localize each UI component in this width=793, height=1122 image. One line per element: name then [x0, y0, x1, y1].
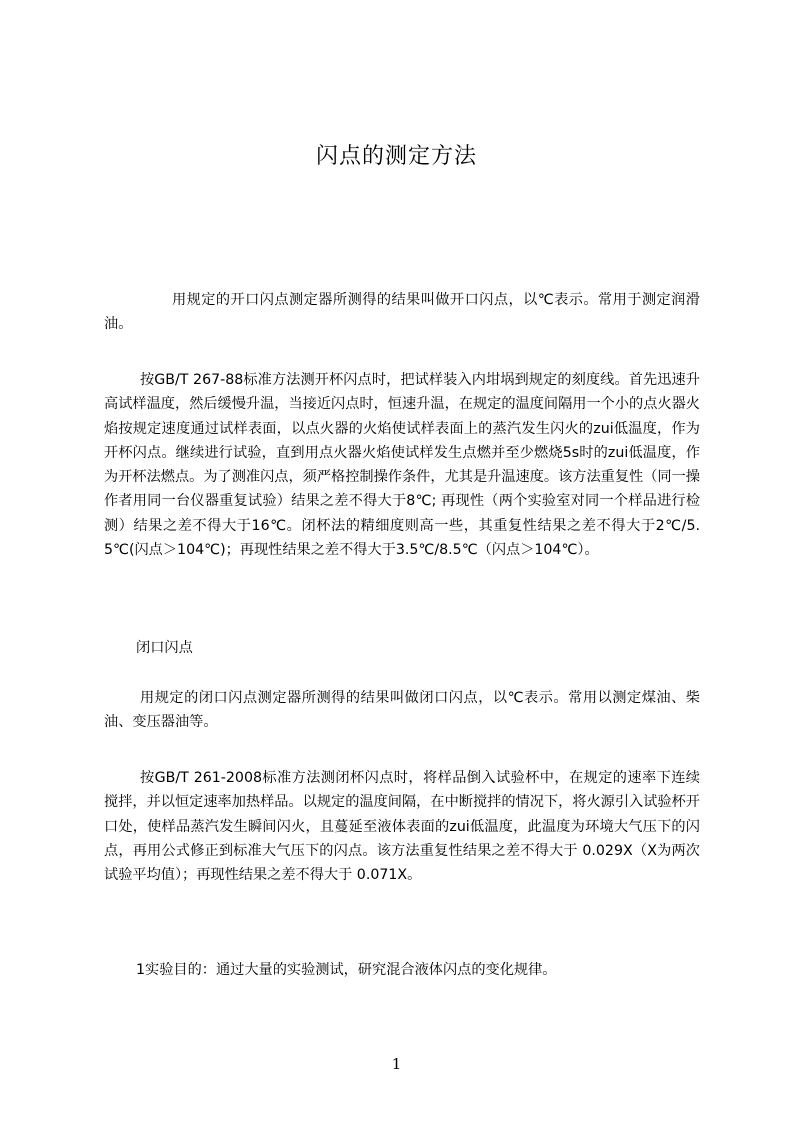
- paragraph-closed-cup-method: 按GB/T 261-2008标准方法测闭杯闪点时，将样品倒入试验杯中，在规定的速率下连续搅拌，并以恒定速率加热样品。以规定的温度间隔，在中断搅拌的情况下，将火源引入试验杯开口处，使样品蒸汽发生瞬间闪火，且蔓延至液体表面的zui低温度，此温度为环境大气压下的闪点，再用公式修正到标准大气压下的闪点。该方法重复性结果之差不得大于 0.029X（X为两次试验平均值）；再现性结果之差不得大于 0.071X。: [104, 770, 700, 884]
- paragraph-open-cup-definition: 用规定的开口闪点测定器所测得的结果叫做开口闪点，以℃表示。常用于测定润滑油。: [104, 292, 700, 333]
- section-heading-closed-cup: 闭口闪点: [136, 640, 193, 656]
- paragraph-experiment-purpose: 1实验目的：通过大量的实验测试，研究混合液体闪点的变化规律。: [136, 962, 557, 978]
- paragraph-closed-cup-definition: 用规定的闭口闪点测定器所测得的结果叫做闭口闪点，以℃表示。常用以测定煤油、柴油、变压器油等。: [104, 690, 700, 731]
- page-title: 闪点的测定方法: [315, 144, 477, 169]
- paragraph-open-cup-method: 按GB/T 267-88标准方法测开杯闪点时，把试样装入内坩埚到规定的刻度线。首先迅速升高试样温度，然后缓慢升温，当接近闪点时，恒速升温，在规定的温度间隔用一个小的点火器火焰按规定速度通过试样表面，以点火器的火焰使试样表面上的蒸汽发生闪火的zui低温度，作为开杯闪点。继续进行试验，直到用点火器火焰使试样发生点燃并至少燃烧5s时的zui低温度，作为开杯法燃点。为了测准闪点，须严格控制操作条件，尤其是升温速度。该方法重复性（同一操作者用同一台仪器重复试验）结果之差不得大于8℃; 再现性（两个实验室对同一个样品进行检测）结果之差不得大于16℃。闭杯法的精细度则高一些，其重复性结果之差不得大于2℃/5.5℃(闪点＞104℃)；再现性结果之差不得大于3.5℃/8.5℃（闪点＞104℃）。: [104, 372, 700, 559]
- page-number: 1: [391, 1055, 402, 1073]
